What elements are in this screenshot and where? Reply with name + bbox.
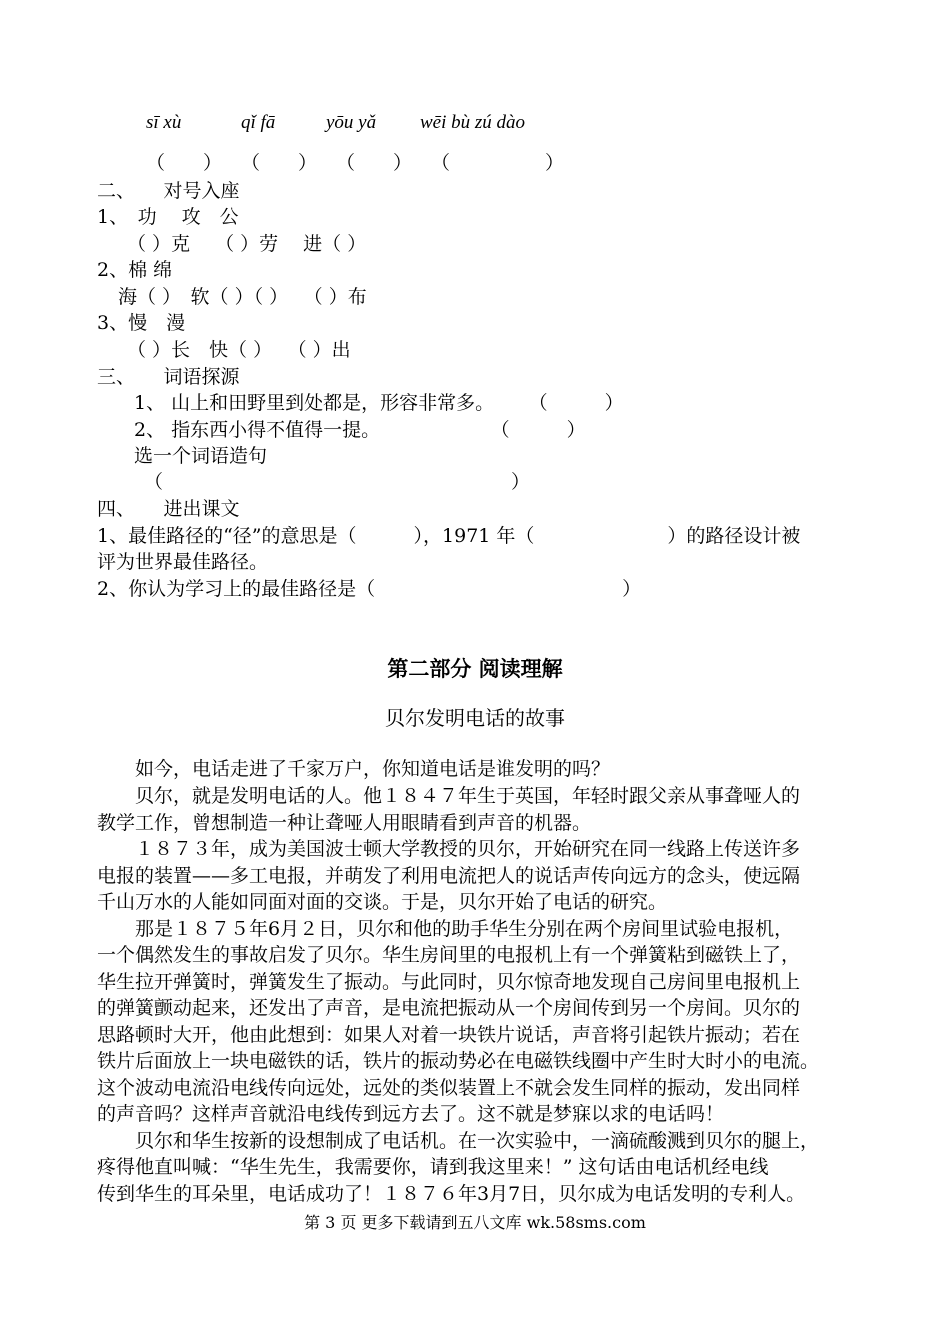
pinyin-word: wēi bù zú dào [420, 112, 526, 133]
story-line: 传到华生的耳朵里，电话成功了！１８７６年3月7日，贝尔成为电话发明的专利人。 [97, 1183, 806, 1205]
section4-q1-line1: 1、最佳路径的“径”的意思是（ ），1971 年（ ）的路径设计被 [97, 525, 801, 547]
section2-q3-fill: （ ）长 快（ ） （ ）出 [127, 339, 351, 361]
section3-sentence-blank: （ ） [144, 471, 531, 493]
story-line: 一个偶然发生的事故启发了贝尔。华生房间里的电报机上有一个弹簧粘到磁铁上了， [97, 944, 801, 966]
story-line: 这个波动电流沿电线传向远处，远处的类似装置上不就会发生同样的振动，发出同样 [97, 1077, 801, 1099]
section4-title: 四、 进出课文 [97, 498, 240, 520]
section3-q2: 2、 指东西小得不值得一提。 （ ） [134, 419, 586, 441]
section2-q2-fill: 海（ ） 软（ ）（ ） （ ）布 [118, 286, 367, 308]
story-line: 的弹簧颤动起来，还发出了声音，是电流把振动从一个房间传到另一个房间。贝尔的 [97, 997, 801, 1019]
story-line: 铁片后面放上一块电磁铁的话，铁片的振动势必在电磁铁线圈中产生时大时小的电流。 [97, 1050, 820, 1072]
story-line: 贝尔，就是发明电话的人。他１８４７年生于英国，年轻时跟父亲从事聋哑人的 [97, 785, 801, 807]
page-footer: 第 3 页 更多下载请到五八文库 wk.58sms.com [304, 1213, 646, 1232]
story-line: 千山万水的人能如同面对面的交谈。于是，贝尔开始了电话的研究。 [97, 891, 668, 913]
section3-q1: 1、 山上和田野里到处都是，形容非常多。 （ ） [134, 392, 624, 414]
section2-q1-fill: （ ）克 （ ）劳 进（ ） [127, 233, 367, 255]
section3-prompt: 选一个词语造句 [134, 445, 268, 467]
section3-title: 三、 词语探源 [97, 366, 240, 388]
story-line: 那是１８７５年6月２日，贝尔和他的助手华生分别在两个房间里试验电报机， [97, 918, 794, 940]
section2-q3-chars: 3、慢 漫 [97, 312, 186, 334]
section2-title: 二、 对号入座 [97, 180, 240, 202]
part2-heading: 第二部分 阅读理解 [387, 656, 563, 681]
section2-q1-chars: 1、 功 攻 公 [97, 206, 239, 228]
story-line: 疼得他直叫喊：“华生先生，我需要你，请到我这里来！” 这句话由电话机经电线 [97, 1156, 769, 1178]
pinyin-word: qǐ fā [241, 112, 276, 133]
story-line: 贝尔和华生按新的设想制成了电话机。在一次实验中，一滴硫酸溅到贝尔的腿上， [97, 1130, 820, 1152]
story-line: 的声音吗？这样声音就沿电线传到远方去了。这不就是梦寐以求的电话吗！ [97, 1103, 725, 1125]
pinyin-answer-blanks: （ ） （ ） （ ） （ ） [146, 152, 565, 174]
pinyin-word: yōu yǎ [326, 112, 377, 133]
section4-q1-line2: 评为世界最佳路径。 [97, 551, 269, 573]
section4-q2: 2、你认为学习上的最佳路径是（ ） [97, 578, 642, 600]
pinyin-word: sī xù [146, 112, 182, 133]
story-line: 教学工作，曾想制造一种让聋哑人用眼睛看到声音的机器。 [97, 812, 592, 834]
story-line: 如今，电话走进了千家万户，你知道电话是谁发明的吗？ [97, 758, 611, 780]
story-line: １８７３年，成为美国波士顿大学教授的贝尔，开始研究在同一线路上传送许多 [97, 838, 801, 860]
story-line: 思路顿时大开，他由此想到：如果人对着一块铁片说话，声音将引起铁片振动；若在 [97, 1024, 801, 1046]
section2-q2-chars: 2、棉 绵 [97, 259, 173, 281]
story-title: 贝尔发明电话的故事 [385, 706, 565, 730]
story-line: 电报的装置——多工电报，并萌发了利用电流把人的说话声传向远方的念头，使远隔 [97, 865, 801, 887]
story-line: 华生拉开弹簧时，弹簧发生了振动。与此同时，贝尔惊奇地发现自己房间里电报机上 [97, 971, 801, 993]
